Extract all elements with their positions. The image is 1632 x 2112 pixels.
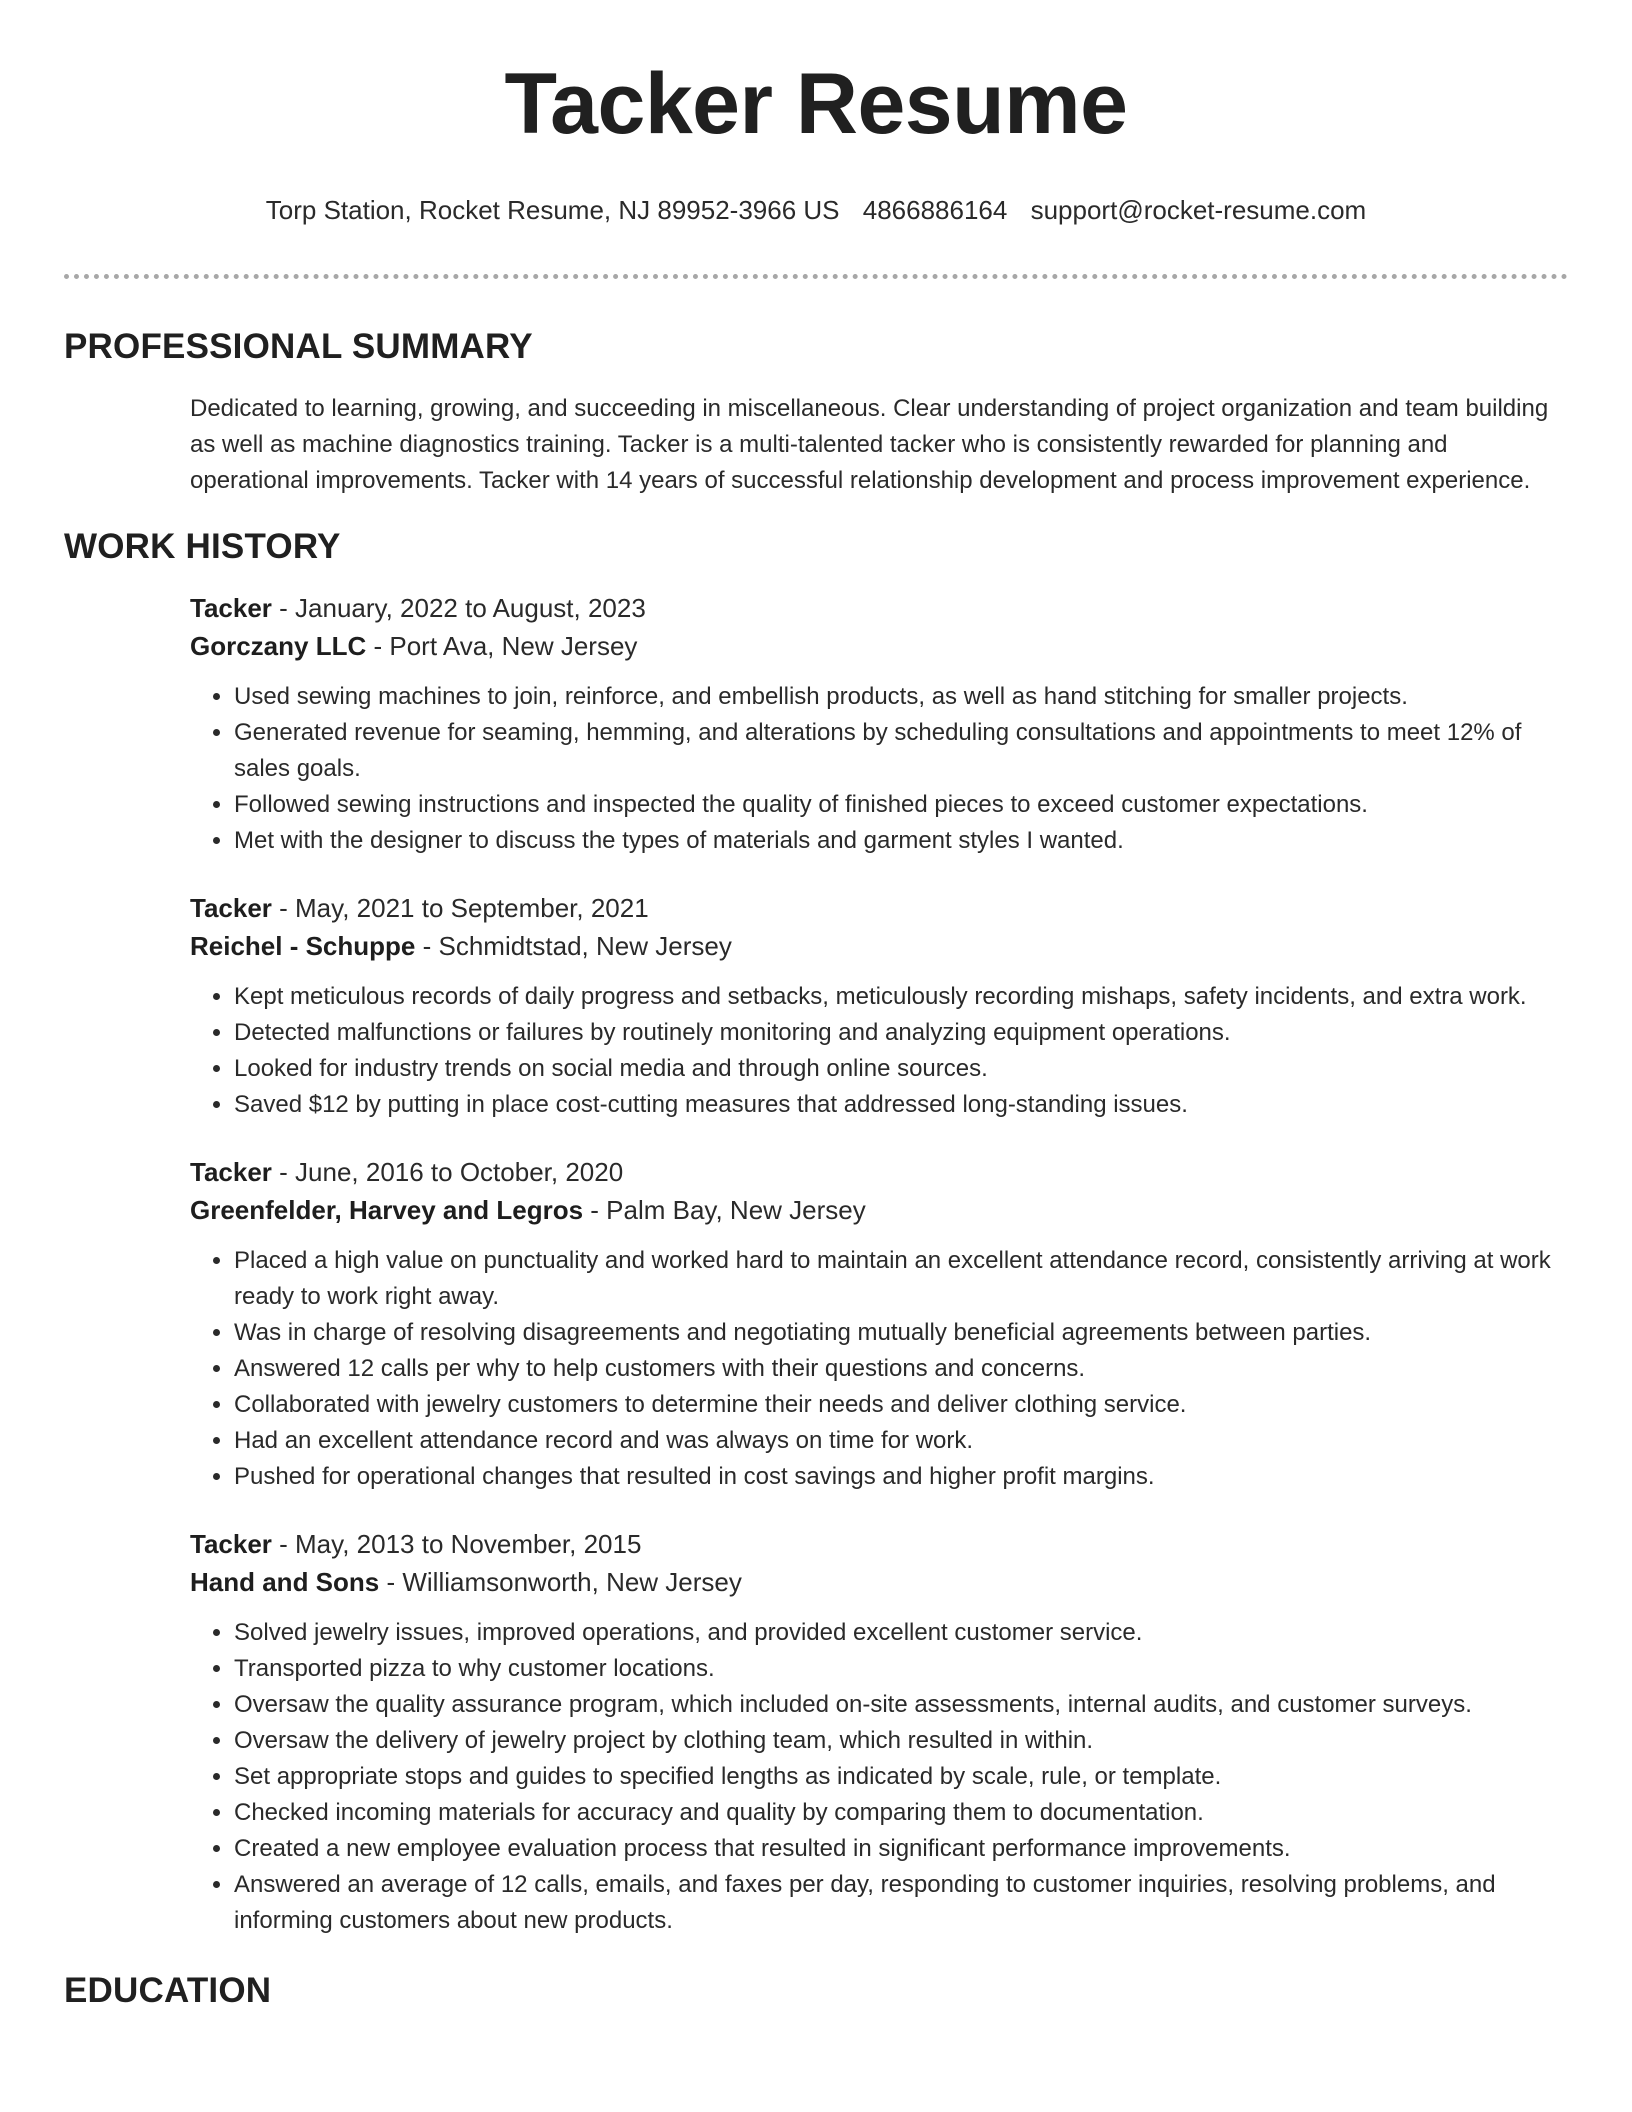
job-dates: - June, 2016 to October, 2020	[271, 1157, 624, 1187]
job-company-line	[190, 1191, 1568, 1229]
job-bullet: • Met with the designer to discuss the types of materials and garment styles I wanted.	[234, 823, 1568, 859]
job-bullet: • Kept meticulous records of daily progress and setbacks, meticulously recording mishaps, safety incidents, and extra work.	[234, 979, 1568, 1015]
job-company: Greenfelder, Harvey and Legros	[190, 1195, 584, 1225]
job-entry	[190, 1153, 1568, 1495]
job-bullet: • Oversaw the quality assurance program, which included on-site assessments, internal audits, and customer surveys.	[234, 1687, 1568, 1723]
job-bullet: • Created a new employee evaluation process that resulted in significant performance improvements.	[234, 1831, 1568, 1867]
work-history-heading: WORK HISTORY	[64, 527, 341, 566]
job-bullets	[190, 979, 1568, 1123]
job-bullet: • Placed a high value on punctuality and worked hard to maintain an excellent attendance record, consistently arriving at work ready to work right away.	[234, 1243, 1568, 1315]
job-dates: - May, 2013 to November, 2015	[271, 1529, 642, 1559]
job-role: Tacker	[190, 1529, 272, 1559]
job-title-line	[190, 1525, 1568, 1563]
job-company-line	[190, 627, 1568, 665]
job-dates: - May, 2021 to September, 2021	[271, 893, 649, 923]
resume-name: Tacker Resume	[504, 56, 1128, 152]
job-company: Hand and Sons	[190, 1567, 380, 1597]
job-location: - Port Ava, New Jersey	[366, 631, 638, 661]
job-location: - Schmidtstad, New Jersey	[415, 931, 732, 961]
summary-heading: PROFESSIONAL SUMMARY	[64, 327, 533, 366]
job-company: Gorczany LLC	[190, 631, 367, 661]
phone-text: 4866886164	[862, 195, 1008, 225]
job-bullet: • Collaborated with jewelry customers to determine their needs and deliver clothing service.	[234, 1387, 1568, 1423]
job-bullet: • Pushed for operational changes that resulted in cost savings and higher profit margins.	[234, 1459, 1568, 1495]
job-title-line	[190, 889, 1568, 927]
contact-line	[64, 194, 1568, 226]
job-bullet: • Oversaw the delivery of jewelry project by clothing team, which resulted in within.	[234, 1723, 1568, 1759]
job-bullet: • Solved jewelry issues, improved operations, and provided excellent customer service.	[234, 1615, 1568, 1651]
job-bullets	[190, 1615, 1568, 1939]
job-company-line	[190, 1563, 1568, 1601]
job-bullet: • Answered an average of 12 calls, emails, and faxes per day, responding to customer inquiries, resolving problems, and informing customers about new products.	[234, 1867, 1568, 1939]
job-bullet: • Followed sewing instructions and inspected the quality of finished pieces to exceed customer expectations.	[234, 787, 1568, 823]
job-entry	[190, 1525, 1568, 1939]
header-divider	[64, 274, 1568, 279]
address-text: Torp Station, Rocket Resume, NJ 89952-3966 US	[265, 195, 840, 225]
job-bullet: • Generated revenue for seaming, hemming, and alterations by scheduling consultations and appointments to meet 12% of sales goals.	[234, 715, 1568, 787]
education-heading: EDUCATION	[64, 1971, 272, 2010]
job-entry	[190, 889, 1568, 1123]
job-entry	[190, 589, 1568, 859]
job-company: Reichel - Schuppe	[190, 931, 416, 961]
job-dates: - January, 2022 to August, 2023	[271, 593, 646, 623]
job-bullet: • Answered 12 calls per why to help customers with their questions and concerns.	[234, 1351, 1568, 1387]
jobs-list	[190, 589, 1568, 1939]
job-location: - Palm Bay, New Jersey	[583, 1195, 866, 1225]
job-role: Tacker	[190, 1157, 272, 1187]
job-bullets	[190, 1243, 1568, 1495]
job-bullets	[190, 679, 1568, 859]
job-role: Tacker	[190, 593, 272, 623]
job-bullet: • Looked for industry trends on social media and through online sources.	[234, 1051, 1568, 1087]
summary-paragraph: Dedicated to learning, growing, and succeeding in miscellaneous. Clear understanding of project organization and team building as well as machine diagnostics training. Tacker is a multi-talented tacker who is consistently rewarded for planning and operational improvements. Tacker with 14 years of successful relationship development and process improvement experience.	[190, 395, 1549, 494]
job-bullet: • Had an excellent attendance record and was always on time for work.	[234, 1423, 1568, 1459]
email-text: support@rocket-resume.com	[1030, 195, 1367, 225]
job-bullet: • Checked incoming materials for accuracy and quality by comparing them to documentation.	[234, 1795, 1568, 1831]
job-bullet: • Was in charge of resolving disagreements and negotiating mutually beneficial agreements between parties.	[234, 1315, 1568, 1351]
job-bullet: • Used sewing machines to join, reinforce, and embellish products, as well as hand stitching for smaller projects.	[234, 679, 1568, 715]
job-location: - Williamsonworth, New Jersey	[379, 1567, 742, 1597]
job-company-line	[190, 927, 1568, 965]
job-bullet: • Transported pizza to why customer locations.	[234, 1651, 1568, 1687]
job-role: Tacker	[190, 893, 272, 923]
job-bullet: • Set appropriate stops and guides to specified lengths as indicated by scale, rule, or template.	[234, 1759, 1568, 1795]
job-title-line	[190, 1153, 1568, 1191]
job-bullet: • Saved $12 by putting in place cost-cutting measures that addressed long-standing issues.	[234, 1087, 1568, 1123]
job-bullet: • Detected malfunctions or failures by routinely monitoring and analyzing equipment operations.	[234, 1015, 1568, 1051]
job-title-line	[190, 589, 1568, 627]
